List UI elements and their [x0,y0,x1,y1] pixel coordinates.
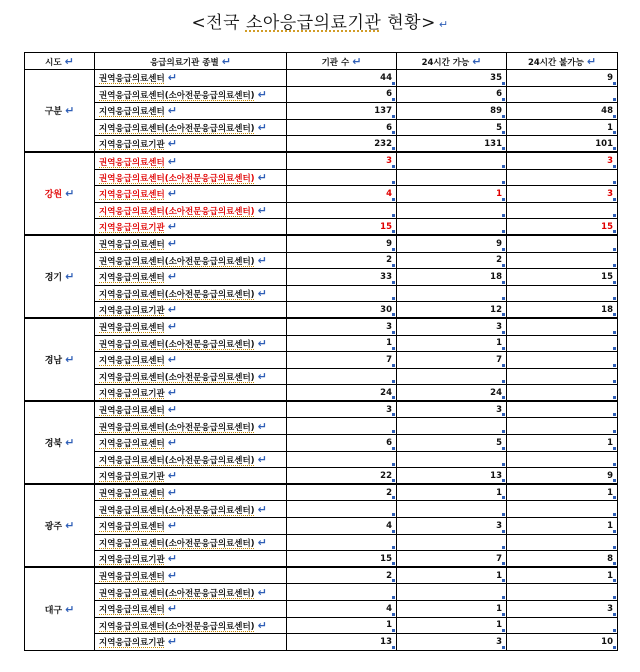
table-row [25,269,618,286]
count-cell: 9 [287,235,397,252]
return-mark-icon: ↵ [257,369,267,383]
return-mark-icon: ↵ [167,386,177,400]
return-mark-icon: ↵ [167,270,177,284]
not-h24-cell: 9 [507,70,618,87]
not-h24-cell: 1 [507,518,618,535]
title-prefix: <전국 [191,13,246,33]
table-row [25,318,618,335]
type-cell: 지역응급의료센터(소아전문응급의료센터) ↵ [95,285,287,302]
table-row [25,252,618,269]
count-cell: 6 [287,435,397,452]
return-mark-icon: ↵ [167,552,177,566]
not-h24-cell: 3 [507,152,618,169]
table-row [25,468,618,485]
return-mark-icon: ↵ [167,436,177,450]
return-mark-icon: ↵ [167,187,177,201]
return-mark-icon: ↵ [167,137,177,151]
return-mark-icon: ↵ [65,187,75,201]
type-cell: 권역응급의료센터(소아전문응급의료센터) ↵ [95,169,287,186]
type-cell: 지역응급의료센터(소아전문응급의료센터) ↵ [95,451,287,468]
h24-cell [397,534,507,551]
type-cell: 지역응급의료센터(소아전문응급의료센터) ↵ [95,534,287,551]
not-h24-cell [507,617,618,634]
return-mark-icon: ↵ [167,154,177,168]
header-region: 시도 ↵ [25,53,95,70]
not-h24-cell [507,501,618,518]
h24-cell [397,451,507,468]
count-cell [287,169,397,186]
type-cell: 권역응급의료센터 ↵ [95,567,287,584]
type-cell: 권역응급의료센터(소아전문응급의료센터) ↵ [95,335,287,352]
table-row [25,119,618,136]
count-cell: 6 [287,119,397,136]
return-mark-icon: ↵ [257,535,267,549]
not-h24-cell [507,451,618,468]
table-row [25,335,618,352]
not-h24-cell: 3 [507,601,618,618]
count-cell: 22 [287,468,397,485]
return-mark-icon: ↵ [167,602,177,616]
type-cell: 권역응급의료센터(소아전문응급의료센터) ↵ [95,501,287,518]
type-cell: 지역응급의료센터 ↵ [95,518,287,535]
count-cell [287,418,397,435]
return-mark-icon: ↵ [257,253,267,267]
return-mark-icon: ↵ [167,237,177,251]
table-row [25,103,618,120]
return-mark-icon: ↵ [167,104,177,118]
not-h24-cell: 101 [507,136,618,153]
not-h24-cell: 48 [507,103,618,120]
table-row [25,634,618,651]
h24-cell: 1 [397,567,507,584]
table-row [25,385,618,402]
type-cell: 권역응급의료센터 ↵ [95,70,287,87]
table-row [25,368,618,385]
not-h24-cell [507,584,618,601]
count-cell [287,202,397,219]
table-row [25,567,618,584]
type-cell: 권역응급의료센터 ↵ [95,152,287,169]
type-cell: 지역응급의료센터 ↵ [95,352,287,369]
type-cell: 지역응급의료기관 ↵ [95,136,287,153]
h24-cell: 6 [397,86,507,103]
return-mark-icon: ↵ [257,170,267,184]
type-cell: 권역응급의료센터(소아전문응급의료센터) ↵ [95,252,287,269]
count-cell: 1 [287,335,397,352]
table-row [25,451,618,468]
h24-cell: 9 [397,235,507,252]
return-mark-icon: ↵ [257,87,267,101]
h24-cell: 89 [397,103,507,120]
type-cell: 지역응급의료센터 ↵ [95,601,287,618]
header-24h: 24시간 가능 ↵ [397,53,507,70]
count-cell: 33 [287,269,397,286]
h24-cell: 3 [397,518,507,535]
h24-cell: 13 [397,468,507,485]
h24-cell: 12 [397,302,507,319]
table-row [25,401,618,418]
count-cell: 3 [287,152,397,169]
table-row [25,136,618,153]
table-row [25,534,618,551]
return-mark-icon: ↵ [257,452,267,466]
count-cell [287,368,397,385]
not-h24-cell [507,335,618,352]
count-cell [287,501,397,518]
table-row [25,584,618,601]
h24-cell [397,202,507,219]
return-mark-icon: ↵ [65,436,75,450]
count-cell [287,285,397,302]
h24-cell: 3 [397,634,507,651]
not-h24-cell [507,235,618,252]
table-row [25,302,618,319]
return-mark-icon: ↵ [257,336,267,350]
return-mark-icon: ↵ [167,353,177,367]
not-h24-cell: 10 [507,634,618,651]
table-header-row [25,53,618,70]
return-mark-icon: ↵ [167,486,177,500]
header-not-24h: 24시간 불가능 ↵ [507,53,618,70]
h24-cell: 131 [397,136,507,153]
type-cell: 권역응급의료센터 ↵ [95,318,287,335]
count-cell: 137 [287,103,397,120]
table-row [25,501,618,518]
table-row [25,219,618,236]
count-cell: 30 [287,302,397,319]
h24-cell: 2 [397,252,507,269]
count-cell [287,451,397,468]
not-h24-cell: 3 [507,186,618,203]
h24-cell: 18 [397,269,507,286]
return-mark-icon: ↵ [167,303,177,317]
region-cell: 광주 ↵ [25,484,95,567]
not-h24-cell: 1 [507,484,618,501]
region-cell: 구분 ↵ [25,70,95,153]
count-cell: 2 [287,484,397,501]
h24-cell: 1 [397,617,507,634]
h24-cell [397,285,507,302]
not-h24-cell [507,385,618,402]
h24-cell [397,584,507,601]
h24-cell [397,418,507,435]
return-mark-icon: ↵ [257,419,267,433]
h24-cell [397,169,507,186]
return-mark-icon: ↵ [257,618,267,632]
h24-cell [397,501,507,518]
table-row [25,601,618,618]
return-mark-icon: ↵ [167,220,177,234]
region-cell: 경북 ↵ [25,401,95,484]
h24-cell [397,152,507,169]
count-cell: 3 [287,401,397,418]
type-cell: 지역응급의료기관 ↵ [95,551,287,568]
table-row [25,617,618,634]
return-mark-icon: ↵ [167,519,177,533]
not-h24-cell: 1 [507,119,618,136]
table-row [25,152,618,169]
return-mark-icon: ↵ [167,569,177,583]
type-cell: 지역응급의료기관 ↵ [95,634,287,651]
count-cell: 2 [287,567,397,584]
not-h24-cell [507,86,618,103]
h24-cell: 7 [397,551,507,568]
not-h24-cell [507,352,618,369]
h24-cell: 5 [397,119,507,136]
table-row [25,186,618,203]
count-cell: 6 [287,86,397,103]
table-row [25,484,618,501]
region-cell: 경기 ↵ [25,235,95,318]
return-mark-icon: ↵ [167,71,177,85]
table-row [25,235,618,252]
header-count: 기관 수 ↵ [287,53,397,70]
type-cell: 지역응급의료기관 ↵ [95,219,287,236]
type-cell: 권역응급의료센터 ↵ [95,484,287,501]
count-cell: 15 [287,219,397,236]
type-cell: 지역응급의료센터 ↵ [95,435,287,452]
return-mark-icon: ↵ [65,270,75,284]
table-row [25,202,618,219]
table-row [25,86,618,103]
not-h24-cell [507,202,618,219]
return-mark-icon: ↵ [257,121,267,135]
type-cell: 지역응급의료센터 ↵ [95,186,287,203]
return-mark-icon: ↵ [167,320,177,334]
count-cell: 232 [287,136,397,153]
not-h24-cell [507,368,618,385]
not-h24-cell [507,418,618,435]
return-mark-icon: ↵ [65,519,75,533]
type-cell: 권역응급의료센터 ↵ [95,235,287,252]
not-h24-cell: 8 [507,551,618,568]
region-cell: 대구 ↵ [25,567,95,650]
count-cell: 44 [287,70,397,87]
type-cell: 지역응급의료센터(소아전문응급의료센터) ↵ [95,119,287,136]
return-mark-icon: ↵ [167,403,177,417]
count-cell: 7 [287,352,397,369]
h24-cell: 24 [397,385,507,402]
type-cell: 지역응급의료기관 ↵ [95,302,287,319]
h24-cell: 1 [397,484,507,501]
count-cell [287,534,397,551]
h24-cell [397,368,507,385]
header-type: 응급의료기관 종별 ↵ [95,53,287,70]
h24-cell: 1 [397,186,507,203]
type-cell: 지역응급의료센터 ↵ [95,103,287,120]
table-row [25,435,618,452]
title-underlined: 소아응급의료기관 [245,13,382,33]
type-cell: 권역응급의료센터(소아전문응급의료센터) ↵ [95,418,287,435]
not-h24-cell [507,169,618,186]
type-cell: 권역응급의료센터 ↵ [95,401,287,418]
h24-cell: 5 [397,435,507,452]
return-mark-icon: ↵ [167,469,177,483]
type-cell: 지역응급의료센터(소아전문응급의료센터) ↵ [95,617,287,634]
count-cell: 1 [287,617,397,634]
type-cell: 지역응급의료기관 ↵ [95,468,287,485]
return-mark-icon: ↵ [257,287,267,301]
table-row [25,169,618,186]
h24-cell: 1 [397,601,507,618]
h24-cell: 3 [397,401,507,418]
return-mark-icon: ↵ [167,635,177,649]
type-cell: 지역응급의료기관 ↵ [95,385,287,402]
region-cell: 경남 ↵ [25,318,95,401]
count-cell: 4 [287,518,397,535]
h24-cell: 7 [397,352,507,369]
count-cell: 24 [287,385,397,402]
type-cell: 지역응급의료센터(소아전문응급의료센터) ↵ [95,202,287,219]
not-h24-cell [507,534,618,551]
region-cell: 강원 ↵ [25,152,95,235]
not-h24-cell: 18 [507,302,618,319]
emergency-center-table [24,52,618,651]
table-row [25,285,618,302]
count-cell: 3 [287,318,397,335]
count-cell [287,584,397,601]
return-mark-icon: ↵ [438,18,449,31]
count-cell: 2 [287,252,397,269]
not-h24-cell [507,252,618,269]
return-mark-icon: ↵ [257,585,267,599]
not-h24-cell [507,285,618,302]
return-mark-icon: ↵ [65,602,75,616]
not-h24-cell: 1 [507,435,618,452]
title-suffix: 현황> [381,13,436,33]
not-h24-cell: 15 [507,219,618,236]
count-cell: 15 [287,551,397,568]
count-cell: 4 [287,601,397,618]
h24-cell: 3 [397,318,507,335]
not-h24-cell: 9 [507,468,618,485]
return-mark-icon: ↵ [65,353,75,367]
count-cell: 4 [287,186,397,203]
return-mark-icon: ↵ [257,204,267,218]
table-row [25,352,618,369]
table-row [25,551,618,568]
type-cell: 권역응급의료센터(소아전문응급의료센터) ↵ [95,584,287,601]
h24-cell [397,219,507,236]
count-cell: 13 [287,634,397,651]
table-row [25,70,618,87]
return-mark-icon: ↵ [65,104,75,118]
h24-cell: 35 [397,70,507,87]
table-row [25,418,618,435]
not-h24-cell: 1 [507,567,618,584]
not-h24-cell: 15 [507,269,618,286]
not-h24-cell [507,318,618,335]
type-cell: 지역응급의료센터(소아전문응급의료센터) ↵ [95,368,287,385]
table-row [25,518,618,535]
type-cell: 권역응급의료센터(소아전문응급의료센터) ↵ [95,86,287,103]
not-h24-cell [507,401,618,418]
page-title [0,8,640,33]
h24-cell: 1 [397,335,507,352]
table-body [25,70,618,651]
type-cell: 지역응급의료센터 ↵ [95,269,287,286]
return-mark-icon: ↵ [257,502,267,516]
